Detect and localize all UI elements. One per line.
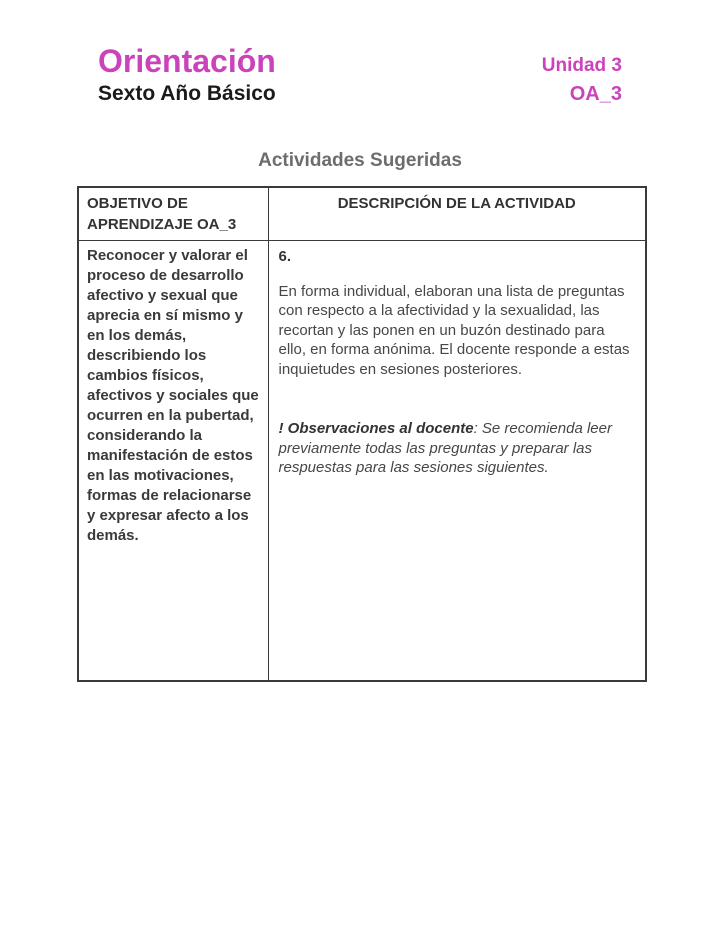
document-header	[0, 0, 720, 109]
activities-table	[77, 186, 647, 682]
oa-code-label: OA_3	[569, 83, 622, 105]
grade-subtitle: Sexto Año Básico	[98, 82, 276, 105]
activity-number: 6.	[278, 248, 292, 265]
activity-description-cell	[268, 241, 646, 681]
teacher-observations-note	[279, 419, 636, 478]
activity-description-text: En forma individual, elaboran una lista de preguntas con respecto a la afectividad y la sexualidad, las recortan y las ponen en un buzón destinado para ello, en forma anónima. El docente responde a estas inquietudes en sesiones posteriores.	[278, 282, 630, 378]
teacher-note-text: : Se recomienda leer previamente todas las preguntas y preparar las respuestas para las sesiones siguientes.	[278, 420, 612, 476]
description-column-header: DESCRIPCIÓN DE LA ACTIVIDAD	[268, 187, 646, 241]
teacher-note-label: ! Observaciones al docente	[278, 420, 474, 437]
subject-title: Orientación	[98, 43, 276, 79]
objective-column-header: OBJETIVO DE APRENDIZAJE OA_3	[78, 187, 268, 241]
header-left-block	[98, 42, 276, 108]
section-title: Actividades Sugeridas	[258, 150, 462, 171]
table-header-row	[78, 187, 646, 241]
table-body-row	[78, 241, 646, 681]
learning-objective-cell: Reconocer y valorar el proceso de desarrollo afectivo y sexual que aprecia en sí mismo y en los demás, describiendo los cambios físicos, afectivos y sociales que ocurren en la pubertad, considerando la manifestación de estos en las motivaciones, formas de relacionarse y expresar afecto a los demás.	[78, 241, 268, 681]
unit-label: Unidad 3	[541, 55, 622, 76]
header-right-block	[542, 52, 622, 109]
